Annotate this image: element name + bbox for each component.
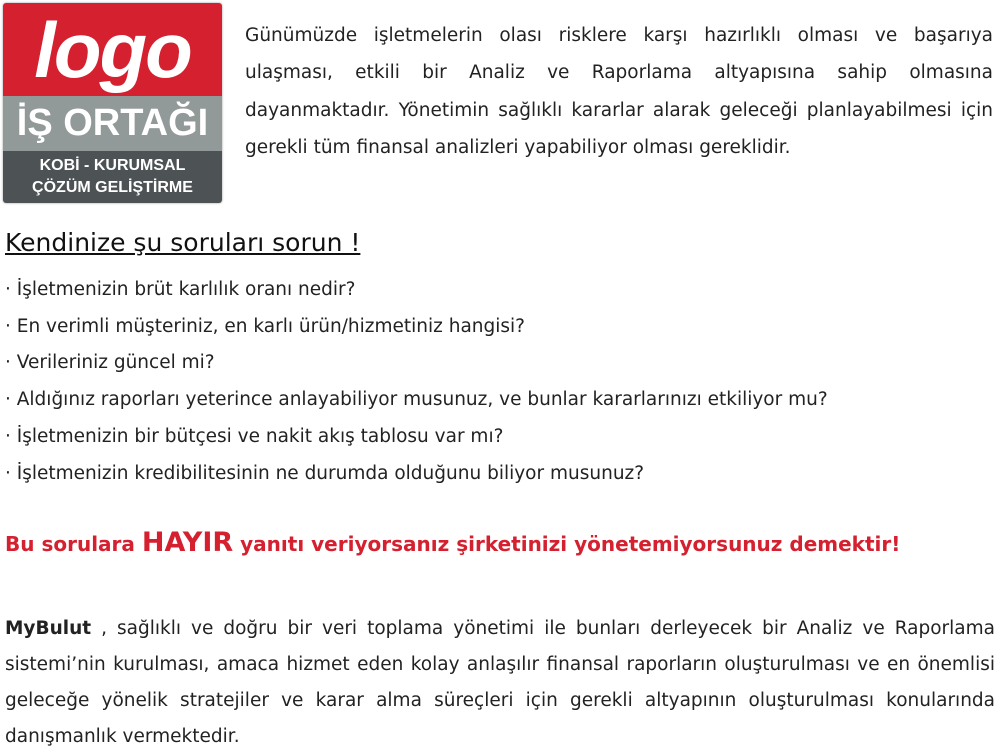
logo-subtitle-line2: ÇÖZÜM GELİŞTİRME — [32, 179, 193, 196]
warning-emphasis: HAYIR — [141, 527, 234, 558]
intro-paragraph: Günümüzde işletmelerin olası risklere karşı hazırlıklı olması ve başarıya ulaşması, etkili bir Analiz ve Raporlama altyapısına sahip olmasına dayanmaktadır. Yönetimin sağlıklı kararlar alarak geleceği planlayabilmesi için gerekli tüm finansal analizleri yapabiliyor olması gereklidir. — [245, 24, 993, 158]
warning-statement — [5, 527, 900, 558]
logo-red-band — [3, 3, 222, 96]
questions-heading: Kendinize şu soruları sorun ! — [5, 228, 361, 257]
logo-subtitle-line1: KOBİ - KURUMSAL — [39, 157, 186, 174]
logo-wordmark: logo — [34, 5, 191, 94]
questions-list — [5, 272, 828, 492]
question-item: · Verileriniz güncel mi? — [5, 352, 215, 374]
question-item: · İşletmenizin brüt karlılık oranı nedir? — [5, 279, 356, 300]
brand-name: MyBulut — [5, 617, 92, 639]
question-item: · İşletmenizin bir bütçesi ve nakit akış tablosu var mı? — [5, 425, 504, 447]
question-item: · İşletmenizin kredibilitesinin ne durumda olduğunu biliyor musunuz? — [5, 462, 645, 484]
outro-text: , sağlıklı ve doğru bir veri toplama yönetimi ile bunları derleyecek bir Analiz ve Raporlama sistemi’nin kurulması, amaca hizmet eden kolay anlaşılır finansal raporların oluşturulması ve en önemlisi geleceğe yönelik stratejiler ve karar alma süreçleri için gerekli altyapının oluşturulması konularında danışmanlık vermektedir. — [5, 617, 995, 748]
outro-paragraph — [5, 611, 995, 756]
logo-partner-label: İŞ ORTAĞI — [3, 96, 222, 151]
question-item: · Aldığınız raporları yeterince anlayabiliyor musunuz, ve bunlar kararlarınızı etkiliyor mu? — [5, 389, 828, 411]
question-item: · En verimli müşteriniz, en karlı ürün/hizmetiniz hangisi? — [5, 315, 526, 337]
warning-before: Bu sorulara — [5, 532, 142, 556]
logo-subtitle — [3, 151, 222, 203]
warning-after: yanıtı veriyorsanız şirketinizi yönetemiyorsunuz demektir! — [233, 532, 901, 556]
logo-is-ortagi — [3, 3, 222, 203]
